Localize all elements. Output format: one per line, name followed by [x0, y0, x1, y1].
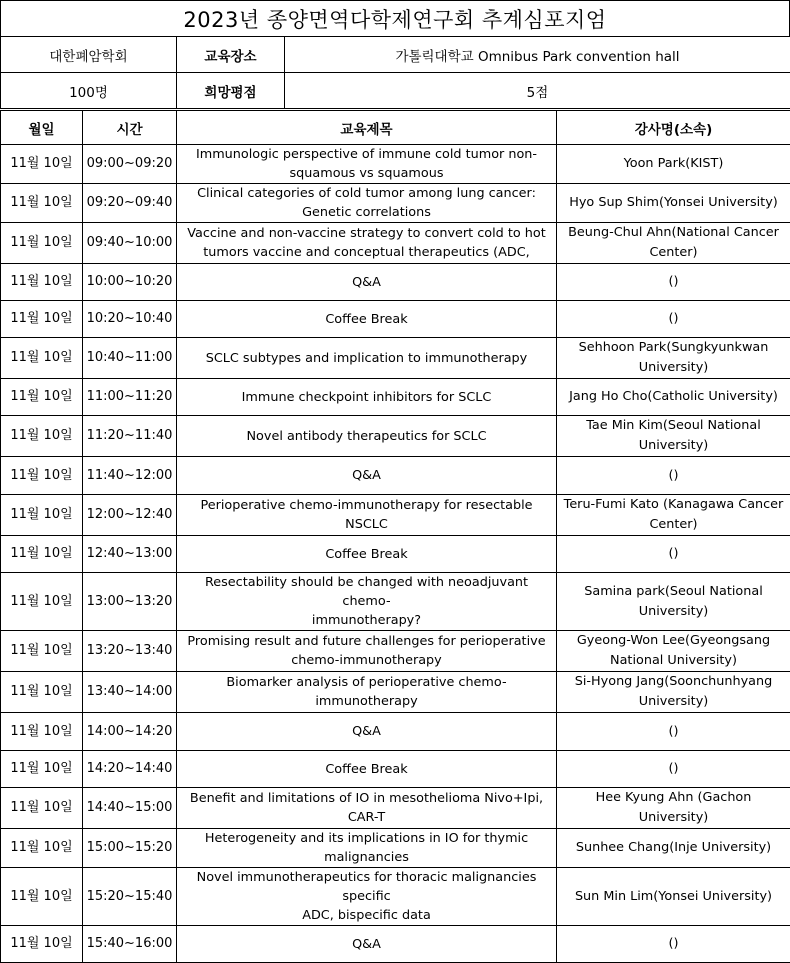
row-date: 11월 10일: [1, 751, 83, 788]
row-subject: [177, 495, 557, 536]
row-speaker: [557, 868, 790, 926]
row-subject: [177, 223, 557, 264]
speaker-line: Hee Kyung Ahn (Gachon University): [559, 788, 788, 828]
row-speaker: [557, 672, 790, 713]
venue-value: 가톨릭대학교 Omnibus Park convention hall: [285, 37, 790, 73]
speaker-line: Samina park(Seoul National: [559, 582, 788, 602]
speaker-line: National University): [559, 651, 788, 671]
title-table: [0, 0, 790, 37]
table-row: [1, 536, 790, 573]
subject-line: Perioperative chemo-immunotherapy for resectable NSCLC: [179, 496, 554, 534]
row-time: 11:20~11:40: [83, 416, 177, 457]
table-row: [1, 416, 790, 457]
row-time: 14:20~14:40: [83, 751, 177, 788]
row-speaker: [557, 829, 790, 868]
row-time: 15:00~15:20: [83, 829, 177, 868]
info-row-score: [1, 73, 790, 109]
row-time: 13:00~13:20: [83, 573, 177, 631]
row-time: 11:40~12:00: [83, 457, 177, 495]
row-date: 11월 10일: [1, 416, 83, 457]
subject-line: Q&A: [179, 935, 554, 954]
row-subject: [177, 631, 557, 672]
table-row: [1, 672, 790, 713]
column-header-time: 시간: [83, 111, 177, 145]
subject-line: Promising result and future challenges for perioperative: [179, 632, 554, 651]
row-date: 11월 10일: [1, 631, 83, 672]
row-subject: [177, 829, 557, 868]
speaker-line: Beung-Chul Ahn(National Cancer: [559, 223, 788, 243]
row-speaker: [557, 631, 790, 672]
speaker-line: University): [559, 436, 788, 456]
row-date: 11월 10일: [1, 301, 83, 338]
table-row: [1, 379, 790, 416]
row-speaker: [557, 379, 790, 416]
speaker-line: Center): [559, 515, 788, 535]
subject-line: Genetic correlations: [179, 203, 554, 222]
row-date: 11월 10일: [1, 338, 83, 379]
table-row: [1, 495, 790, 536]
speaker-line: Si-Hyong Jang(Soonchunhyang: [559, 672, 788, 692]
info-table: [0, 36, 790, 109]
row-date: 11월 10일: [1, 264, 83, 301]
row-time: 09:40~10:00: [83, 223, 177, 264]
row-speaker: [557, 301, 790, 338]
subject-line: Q&A: [179, 466, 554, 485]
row-time: 10:20~10:40: [83, 301, 177, 338]
subject-line: Novel immunotherapeutics for thoracic malignancies specific: [179, 868, 554, 906]
table-row: [1, 184, 790, 223]
row-date: 11월 10일: [1, 184, 83, 223]
row-speaker: [557, 145, 790, 184]
subject-line: malignancies: [179, 848, 554, 867]
table-row: [1, 788, 790, 829]
row-date: 11월 10일: [1, 573, 83, 631]
row-speaker: [557, 713, 790, 751]
row-time: 13:40~14:00: [83, 672, 177, 713]
row-speaker: [557, 495, 790, 536]
row-speaker: [557, 536, 790, 573]
row-speaker: [557, 223, 790, 264]
column-header-subject: 교육제목: [177, 111, 557, 145]
speaker-line: Center): [559, 243, 788, 263]
speaker-line: University): [559, 692, 788, 712]
row-subject: [177, 672, 557, 713]
table-row: [1, 301, 790, 338]
table-row: [1, 264, 790, 301]
row-subject: [177, 457, 557, 495]
table-header-row: [1, 111, 790, 145]
speaker-line: Yoon Park(KIST): [559, 154, 788, 174]
row-time: 15:40~16:00: [83, 926, 177, 963]
row-subject: [177, 573, 557, 631]
subject-line: SCLC subtypes and implication to immunotherapy: [179, 349, 554, 368]
table-row: [1, 713, 790, 751]
speaker-line: Tae Min Kim(Seoul National: [559, 416, 788, 436]
row-time: 12:40~13:00: [83, 536, 177, 573]
score-value: 5점: [285, 73, 790, 109]
row-subject: [177, 145, 557, 184]
speaker-line: Teru-Fumi Kato (Kanagawa Cancer: [559, 495, 788, 515]
row-date: 11월 10일: [1, 926, 83, 963]
subject-line: Biomarker analysis of perioperative chemo-immunotherapy: [179, 673, 554, 711]
row-subject: [177, 536, 557, 573]
attendees-cell: 100명: [1, 73, 177, 109]
row-speaker: [557, 926, 790, 963]
row-time: 11:00~11:20: [83, 379, 177, 416]
row-speaker: [557, 573, 790, 631]
table-row: [1, 751, 790, 788]
subject-line: Clinical categories of cold tumor among lung cancer:: [179, 184, 554, 203]
row-date: 11월 10일: [1, 713, 83, 751]
row-time: 12:00~12:40: [83, 495, 177, 536]
subject-line: tumors vaccine and conceptual therapeutics (ADC,: [179, 243, 554, 262]
table-row: [1, 926, 790, 963]
row-speaker: [557, 788, 790, 829]
score-label: 희망평점: [177, 73, 285, 109]
speaker-line: Sun Min Lim(Yonsei University): [559, 887, 788, 907]
speaker-line: (): [559, 272, 788, 292]
row-subject: [177, 751, 557, 788]
schedule-table: [0, 110, 790, 963]
subject-line: Benefit and limitations of IO in mesothelioma Nivo+Ipi,: [179, 789, 554, 808]
row-speaker: [557, 457, 790, 495]
speaker-line: Gyeong-Won Lee(Gyeongsang: [559, 631, 788, 651]
speaker-line: (): [559, 934, 788, 954]
row-subject: [177, 416, 557, 457]
row-subject: [177, 184, 557, 223]
row-time: 13:20~13:40: [83, 631, 177, 672]
speaker-line: (): [559, 544, 788, 564]
row-subject: [177, 379, 557, 416]
subject-line: Q&A: [179, 722, 554, 741]
row-speaker: [557, 264, 790, 301]
speaker-line: University): [559, 358, 788, 378]
column-header-date: 월일: [1, 111, 83, 145]
row-speaker: [557, 338, 790, 379]
subject-line: Heterogeneity and its implications in IO for thymic: [179, 829, 554, 848]
row-date: 11월 10일: [1, 536, 83, 573]
row-speaker: [557, 751, 790, 788]
row-time: 09:00~09:20: [83, 145, 177, 184]
row-time: 10:00~10:20: [83, 264, 177, 301]
subject-line: Q&A: [179, 273, 554, 292]
subject-line: CAR-T: [179, 808, 554, 827]
table-row: [1, 338, 790, 379]
speaker-line: (): [559, 466, 788, 486]
row-speaker: [557, 184, 790, 223]
table-row: [1, 631, 790, 672]
subject-line: squamous vs squamous: [179, 164, 554, 183]
subject-line: ADC, bispecific data: [179, 906, 554, 925]
row-date: 11월 10일: [1, 145, 83, 184]
subject-line: chemo-immunotherapy: [179, 651, 554, 670]
speaker-line: (): [559, 759, 788, 779]
subject-line: immunotherapy?: [179, 611, 554, 630]
row-time: 14:40~15:00: [83, 788, 177, 829]
row-subject: [177, 868, 557, 926]
subject-line: Vaccine and non-vaccine strategy to convert cold to hot: [179, 224, 554, 243]
row-date: 11월 10일: [1, 868, 83, 926]
row-date: 11월 10일: [1, 672, 83, 713]
row-subject: [177, 788, 557, 829]
row-date: 11월 10일: [1, 495, 83, 536]
speaker-line: Jang Ho Cho(Catholic University): [559, 387, 788, 407]
page-title: 2023년 종양면역다학제연구회 추계심포지엄: [1, 1, 790, 37]
speaker-line: (): [559, 309, 788, 329]
subject-line: Novel antibody therapeutics for SCLC: [179, 427, 554, 446]
table-row: [1, 868, 790, 926]
subject-line: Coffee Break: [179, 310, 554, 329]
row-date: 11월 10일: [1, 788, 83, 829]
subject-line: Resectability should be changed with neoadjuvant chemo-: [179, 573, 554, 611]
subject-line: Coffee Break: [179, 545, 554, 564]
column-header-speaker: 강사명(소속): [557, 111, 790, 145]
row-date: 11월 10일: [1, 223, 83, 264]
table-row: [1, 145, 790, 184]
row-date: 11월 10일: [1, 457, 83, 495]
row-subject: [177, 926, 557, 963]
speaker-line: Sehhoon Park(Sungkyunkwan: [559, 338, 788, 358]
row-time: 15:20~15:40: [83, 868, 177, 926]
speaker-line: Hyo Sup Shim(Yonsei University): [559, 193, 788, 213]
table-row: [1, 223, 790, 264]
row-time: 10:40~11:00: [83, 338, 177, 379]
subject-line: Coffee Break: [179, 760, 554, 779]
row-subject: [177, 264, 557, 301]
venue-label: 교육장소: [177, 37, 285, 73]
row-speaker: [557, 416, 790, 457]
row-time: 09:20~09:40: [83, 184, 177, 223]
speaker-line: University): [559, 602, 788, 622]
info-row-venue: [1, 37, 790, 73]
organizer-cell: 대한폐암학회: [1, 37, 177, 73]
table-row: [1, 829, 790, 868]
subject-line: Immunologic perspective of immune cold tumor non-: [179, 145, 554, 164]
table-row: [1, 457, 790, 495]
subject-line: Immune checkpoint inhibitors for SCLC: [179, 388, 554, 407]
row-subject: [177, 301, 557, 338]
row-subject: [177, 713, 557, 751]
row-subject: [177, 338, 557, 379]
table-row: [1, 573, 790, 631]
speaker-line: (): [559, 722, 788, 742]
speaker-line: Sunhee Chang(Inje University): [559, 838, 788, 858]
row-date: 11월 10일: [1, 829, 83, 868]
row-date: 11월 10일: [1, 379, 83, 416]
row-time: 14:00~14:20: [83, 713, 177, 751]
